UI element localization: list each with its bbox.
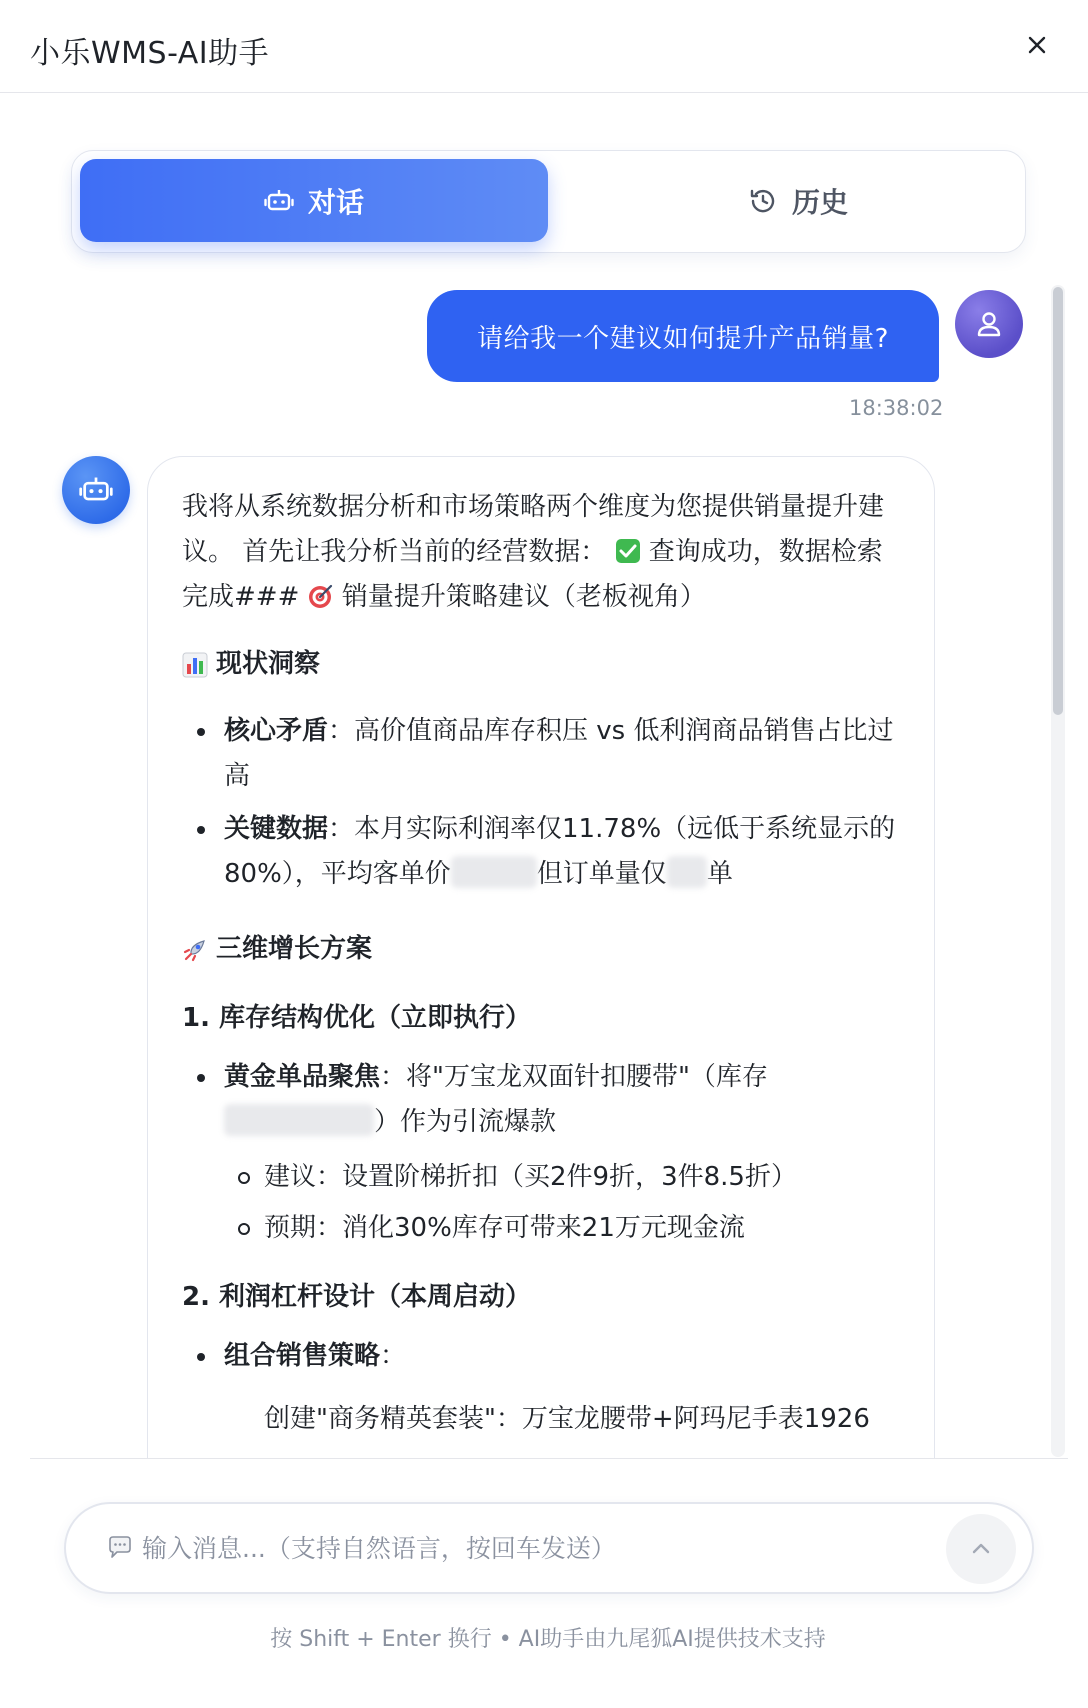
bullet-label: 核心矛盾 <box>224 716 329 746</box>
bullet-label: 黄金单品聚焦 <box>224 1062 381 1092</box>
robot-icon <box>264 186 294 216</box>
message-input[interactable] <box>142 1524 902 1572</box>
bullet-text: 单 <box>706 859 733 889</box>
bullet-text: ：高价值商品库存积压 vs 低利润商品销售占比过高 <box>224 716 894 791</box>
tab-history-label: 历史 <box>791 185 848 219</box>
intro-text-2: 查询成功，数据检索完成### <box>182 537 883 612</box>
composer-hint: 按 Shift + Enter 换行 • AI助手由九尾狐AI提供技术支持 <box>270 1627 826 1652</box>
list-item <box>182 1334 898 1379</box>
bullet-label: 组合销售策略 <box>224 1341 381 1371</box>
chat-messages <box>0 270 1060 1458</box>
close-button[interactable] <box>1024 32 1050 58</box>
list-item: 预期：消化30%库存可带来21万元现金流 <box>224 1206 898 1251</box>
bullet-text: ： <box>380 1341 407 1371</box>
bar-chart-icon <box>182 652 208 678</box>
list-item <box>182 807 898 897</box>
message-composer <box>64 1502 1034 1594</box>
redacted-value <box>667 856 707 888</box>
app-title: 小乐WMS-AI助手 <box>30 36 270 71</box>
rocket-icon <box>182 937 208 963</box>
insight-list <box>182 709 898 897</box>
numbered-heading-inventory: 1. 库存结构优化（立即执行） <box>182 1003 532 1033</box>
tab-history[interactable] <box>564 159 1032 242</box>
user-icon <box>974 309 1004 339</box>
speech-bubble-icon <box>106 1534 134 1562</box>
user-message-text: 请给我一个建议如何提升产品销量? <box>477 323 889 354</box>
section-heading-insight-text: 现状洞察 <box>216 649 321 679</box>
section-heading-growth-text: 三维增长方案 <box>216 934 373 964</box>
check-mark-icon <box>615 538 641 564</box>
list-item <box>182 709 898 799</box>
profit-list <box>182 1334 898 1379</box>
chevron-up-icon <box>969 1537 993 1561</box>
user-avatar <box>955 290 1023 358</box>
history-clock-icon <box>748 186 778 216</box>
list-item <box>182 1055 898 1251</box>
robot-icon <box>79 473 113 507</box>
numbered-heading-profit: 2. 利润杠杆设计（本周启动） <box>182 1282 532 1312</box>
header <box>0 0 1088 93</box>
intro-text-1: 我将从系统数据分析和市场策略两个维度为您提供销量提升建议。 首先让我分析当前的经营数据： <box>182 492 885 567</box>
redacted-value <box>451 856 537 888</box>
tab-chat-label: 对话 <box>307 185 364 219</box>
intro-text-3: 销量提升策略建议（老板视角） <box>333 582 706 612</box>
bullet-text: ：将"万宝龙双面针扣腰带"（库存 <box>380 1062 768 1092</box>
bullet-text: 但订单量仅 <box>536 859 667 889</box>
bullet-label: 关键数据 <box>224 814 329 844</box>
inventory-sublist <box>224 1155 898 1251</box>
truncated-sub-item: 创建"商务精英套装"：万宝龙腰带+阿玛尼手表1926 <box>264 1404 870 1434</box>
tab-chat[interactable] <box>80 159 548 242</box>
bullet-text: ）作为引流爆款 <box>374 1107 557 1137</box>
list-item: 建议：设置阶梯折扣（买2件9折，3件8.5折） <box>224 1155 898 1200</box>
bot-intro-paragraph <box>182 485 898 620</box>
send-button[interactable] <box>946 1514 1016 1584</box>
redacted-value <box>224 1104 374 1136</box>
inventory-list <box>182 1055 898 1251</box>
message-timestamp: 18:38:02 <box>849 396 944 420</box>
composer-divider <box>30 1458 1068 1459</box>
bot-message-bubble <box>147 456 935 1458</box>
mode-tabs <box>71 150 1026 253</box>
bullet-text: ：本月实际利润率仅11.78%（远低于系统显示的80%），平均客单价 <box>224 814 896 889</box>
section-heading-insight <box>182 642 898 687</box>
section-heading-growth <box>182 927 898 972</box>
close-icon <box>1024 32 1050 58</box>
target-icon <box>308 583 334 609</box>
bot-avatar <box>62 456 130 524</box>
user-message-bubble <box>427 290 939 382</box>
